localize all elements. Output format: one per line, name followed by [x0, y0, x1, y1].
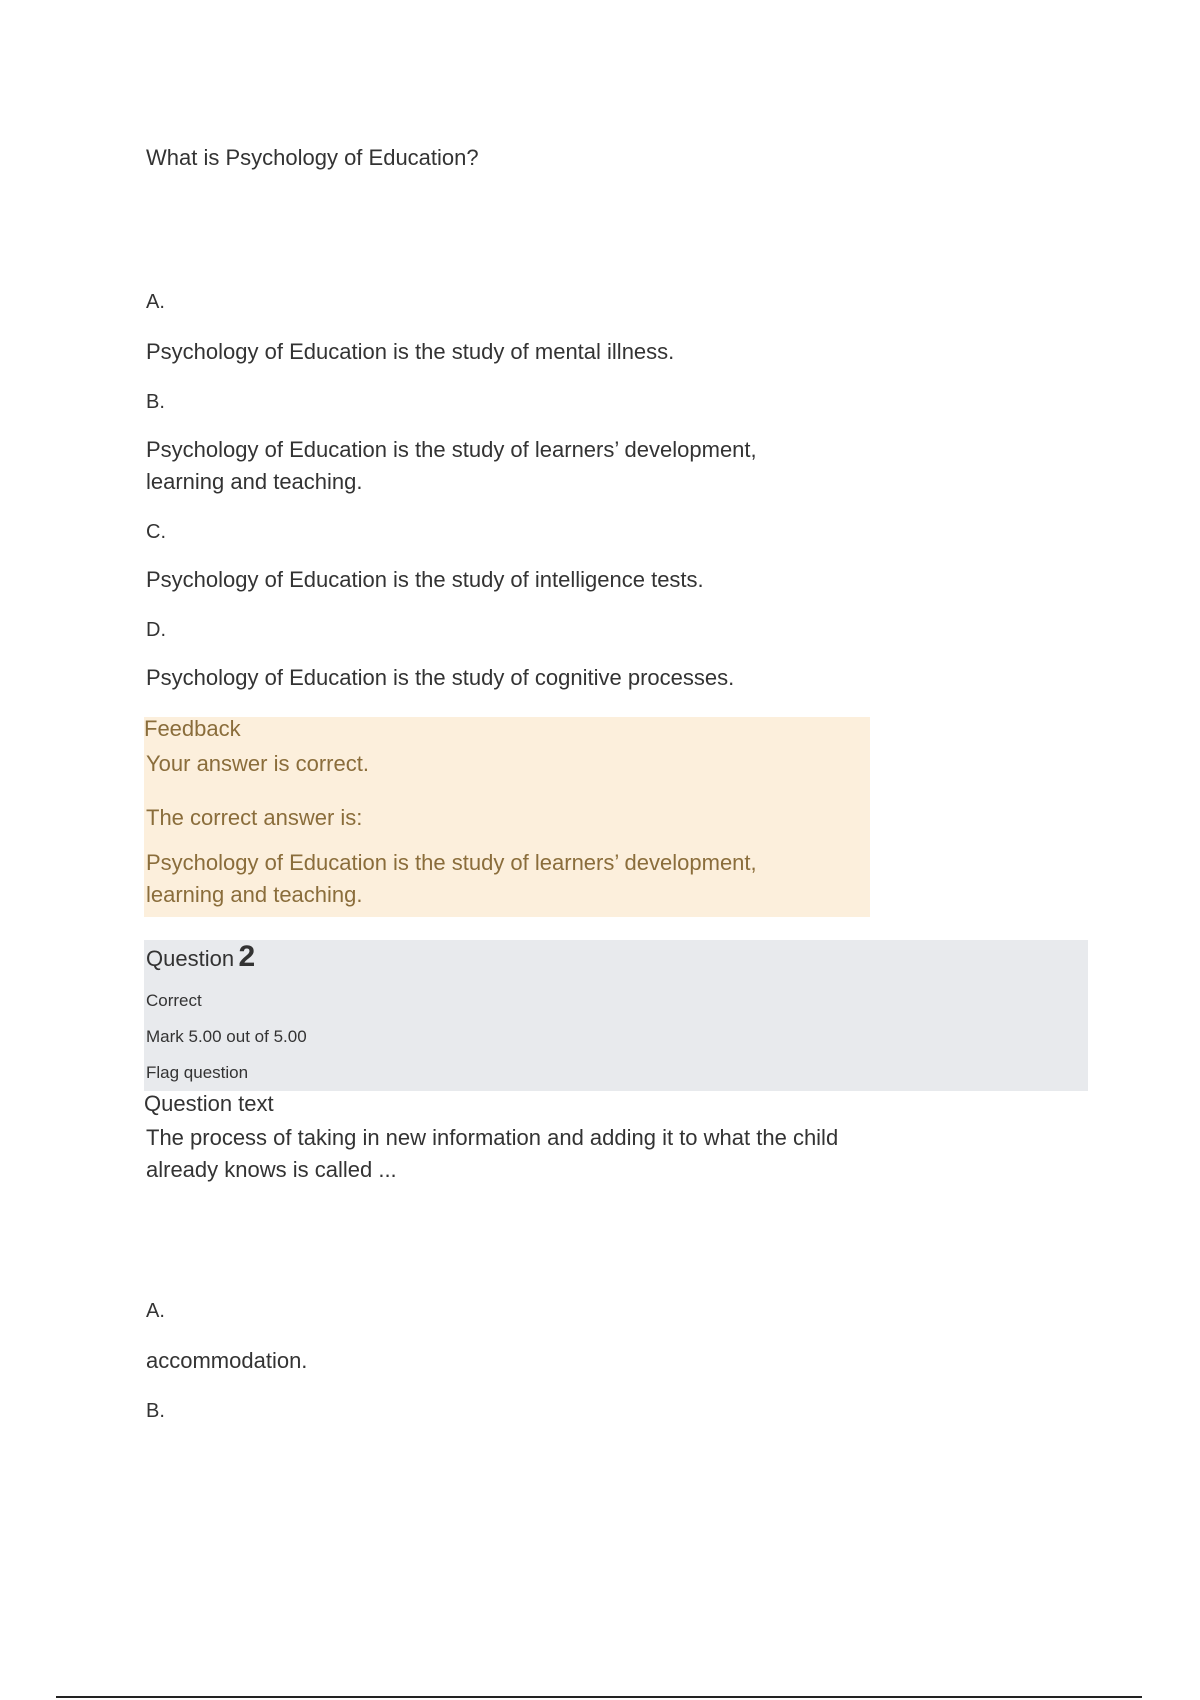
feedback-correct-answer: Psychology of Education is the study of learners’ development, learning and teaching.: [146, 850, 757, 907]
feedback-correct-label: The correct answer is:: [146, 805, 363, 830]
question-2-heading: [146, 940, 255, 974]
question-2-text: The process of taking in new information and adding it to what the child already knows is called ...: [146, 1125, 839, 1182]
question-label: Question: [146, 946, 235, 971]
question-2-mark: Mark 5.00 out of 5.00: [146, 1027, 307, 1046]
question-text-heading: Question text: [144, 1091, 274, 1116]
question-number: 2: [238, 940, 256, 973]
q2-option-a-text[interactable]: accommodation.: [146, 1348, 308, 1373]
flag-question-link[interactable]: Flag question: [146, 1063, 249, 1082]
q2-option-b-letter: B.: [146, 1400, 165, 1422]
option-c-text[interactable]: Psychology of Education is the study of intelligence tests.: [146, 567, 704, 592]
option-b-text[interactable]: Psychology of Education is the study of learners’ development, learning and teaching.: [146, 437, 757, 494]
feedback-result: Your answer is correct.: [146, 751, 369, 776]
question-2-status: Correct: [146, 991, 202, 1010]
option-a-letter: A.: [146, 291, 165, 313]
option-b-letter: B.: [146, 391, 165, 413]
option-a-text[interactable]: Psychology of Education is the study of mental illness.: [146, 339, 675, 364]
q2-option-a-letter: A.: [146, 1300, 165, 1322]
option-c-letter: C.: [146, 521, 166, 543]
page-bottom-rule: [56, 1696, 1142, 1698]
question-1-text: What is Psychology of Education?: [146, 145, 479, 170]
feedback-title: Feedback: [144, 716, 241, 741]
option-d-letter: D.: [146, 619, 166, 641]
question-2-info-panel: [144, 940, 1088, 1091]
option-d-text[interactable]: Psychology of Education is the study of cognitive processes.: [146, 665, 735, 690]
